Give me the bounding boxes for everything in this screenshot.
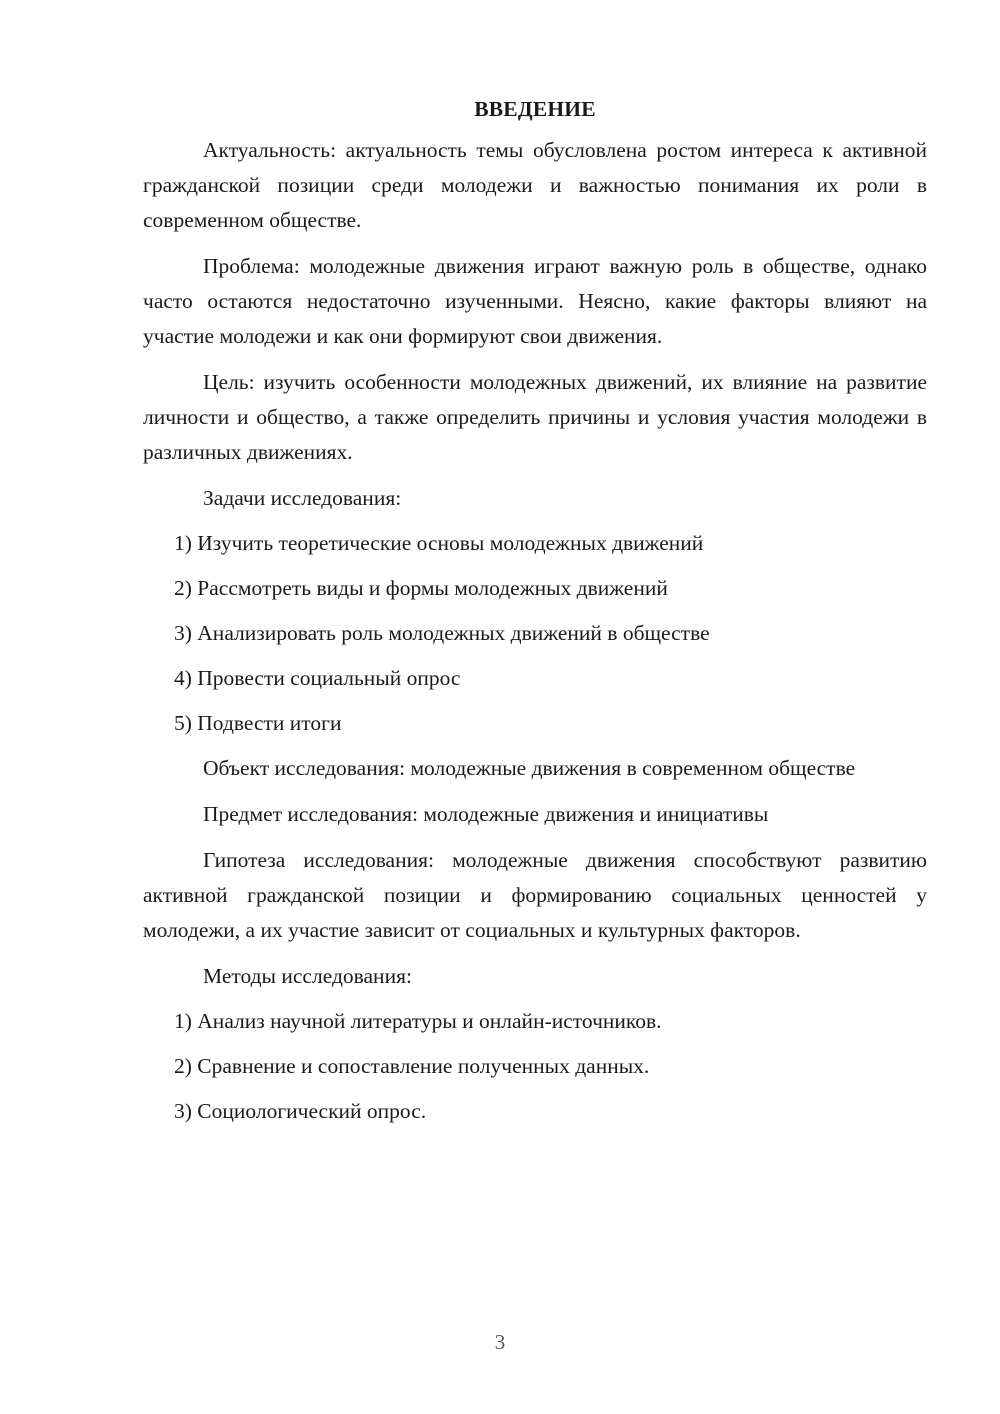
list-item: 5) Подвести итоги	[174, 711, 342, 735]
list-item: 4) Провести социальный опрос	[174, 666, 461, 690]
tasks-list	[143, 526, 927, 741]
object-paragraph: Объект исследования: молодежные движения в современном обществе	[203, 756, 856, 780]
list-item: 2) Рассмотреть виды и формы молодежных движений	[174, 576, 668, 600]
list-item: 3) Социологический опрос.	[174, 1099, 427, 1123]
subject-paragraph: Предмет исследования: молодежные движения и инициативы	[203, 802, 769, 826]
relevance-paragraph: Актуальность: актуальность темы обусловлена ростом интереса к активной гражданской позиции среди молодежи и важностью понимания их роли в современном обществе.	[143, 138, 927, 232]
list-item: 3) Анализировать роль молодежных движений в обществе	[174, 621, 710, 645]
goal-paragraph: Цель: изучить особенности молодежных движений, их влияние на развитие личности и общество, а также определить причины и условия участия молодежи в различных движениях.	[143, 370, 927, 464]
list-item: 1) Анализ научной литературы и онлайн-источников.	[174, 1009, 662, 1033]
methods-heading: Методы исследования:	[203, 964, 412, 988]
methods-list	[143, 1004, 927, 1129]
section-title: ВВЕДЕНИЕ	[474, 97, 596, 121]
page-number: 3	[494, 1330, 506, 1354]
hypothesis-paragraph: Гипотеза исследования: молодежные движения способствуют развитию активной гражданской позиции и формированию социальных ценностей у молодежи, а их участие зависит от социальных и культурных факторов.	[143, 848, 927, 942]
list-item: 2) Сравнение и сопоставление полученных данных.	[174, 1054, 650, 1078]
problem-paragraph: Проблема: молодежные движения играют важную роль в обществе, однако часто остаются недостаточно изученными. Неясно, какие факторы влияют на участие молодежи и как они формируют свои движения.	[143, 254, 927, 348]
document-page	[143, 92, 927, 1139]
list-item: 1) Изучить теоретические основы молодежных движений	[174, 531, 704, 555]
tasks-heading: Задачи исследования:	[203, 486, 402, 510]
